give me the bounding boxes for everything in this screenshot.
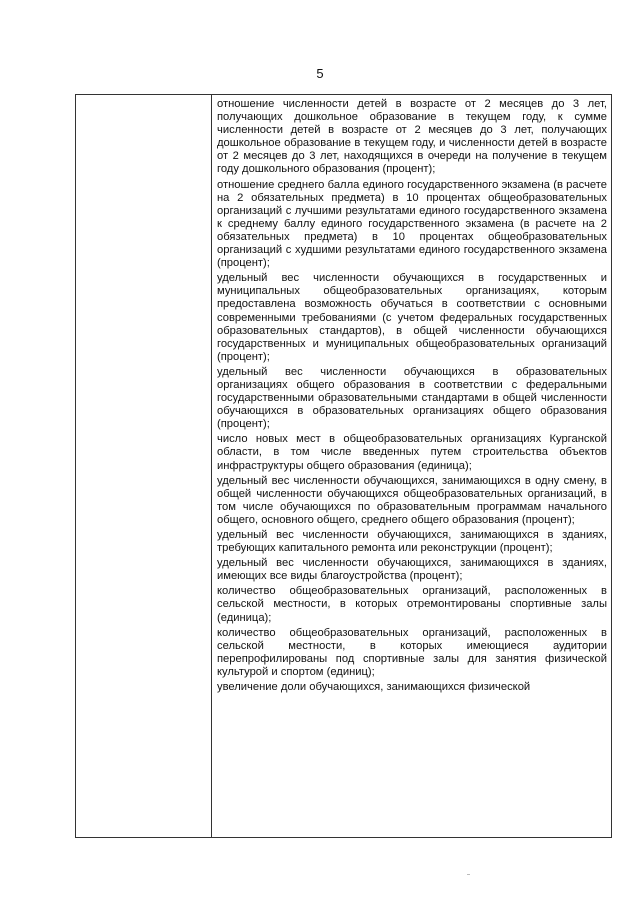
page-number: 5 — [316, 66, 324, 81]
list-item: число новых мест в общеобразовательных организациях Курганской области, в том числе введенных путем строительства объектов инфраструктуры общего образования (единица); — [217, 433, 607, 472]
list-item: удельный вес численности обучающихся, занимающихся в одну смену, в общей численности обучающихся общеобразовательных организаций, в том числе обучающихся по образовательным программам начального общего, основного общего, среднего общего образования (процент); — [217, 474, 607, 526]
scan-artifact — [467, 874, 470, 875]
list-item: количество общеобразовательных организаций, расположенных в сельской местности, в которых отремонтированы спортивные залы (единица); — [217, 585, 607, 624]
table-row — [76, 95, 612, 838]
list-item: отношение численности детей в возрасте от 2 месяцев до 3 лет, получающих дошкольное образование в текущем году, к сумме численности детей в возрасте от 2 месяцев до 3 лет, получающих дошкольное образование в текущем году, и численности детей в возрасте от 2 месяцев до 3 лет, находящихся в очереди на получение в текущем году дошкольного образования (процент); — [217, 98, 607, 176]
list-item: увеличение доли обучающихся, занимающихся физической — [217, 681, 531, 694]
list-item: удельный вес численности обучающихся, занимающихся в зданиях, требующих капитального ремонта или реконструкции (процент); — [217, 529, 607, 555]
list-item: удельный вес численности обучающихся в образовательных организациях общего образования в соответствии с федеральными государственными образовательными стандартами в общей численности обучающихся в образовательных организациях общего образования (процент); — [217, 365, 607, 431]
table-cell-right — [212, 95, 612, 838]
document-table — [75, 94, 612, 838]
table-cell-left — [76, 95, 212, 838]
list-item: удельный вес численности обучающихся в государственных и муниципальных общеобразовательных организациях, которым предоставлена возможность обучаться в соответствии с основными современными требованиями (с учетом федеральных государственных образовательных стандартов), в общей численности обучающихся государственных и муниципальных общеобразовательных организаций (процент); — [217, 272, 607, 363]
list-item: удельный вес численности обучающихся, занимающихся в зданиях, имеющих все виды благоустройства (процент); — [217, 557, 607, 583]
indicator-list — [217, 98, 607, 694]
list-item: количество общеобразовательных организаций, расположенных в сельской местности, в которых имеющиеся аудитории перепрофилированы под спортивные залы для занятия физической культурой и спортом (единиц); — [217, 626, 607, 678]
list-item: отношение среднего балла единого государственного экзамена (в расчете на 2 обязательных предмета) в 10 процентах общеобразовательных организаций с лучшими результатами единого государственного экзамена к среднему баллу единого государственного экзамена (в расчете на 2 обязательных предмета) в 10 процентах общеобразовательных организаций с худшими результатами единого государственного экзамена (процент); — [217, 178, 607, 270]
